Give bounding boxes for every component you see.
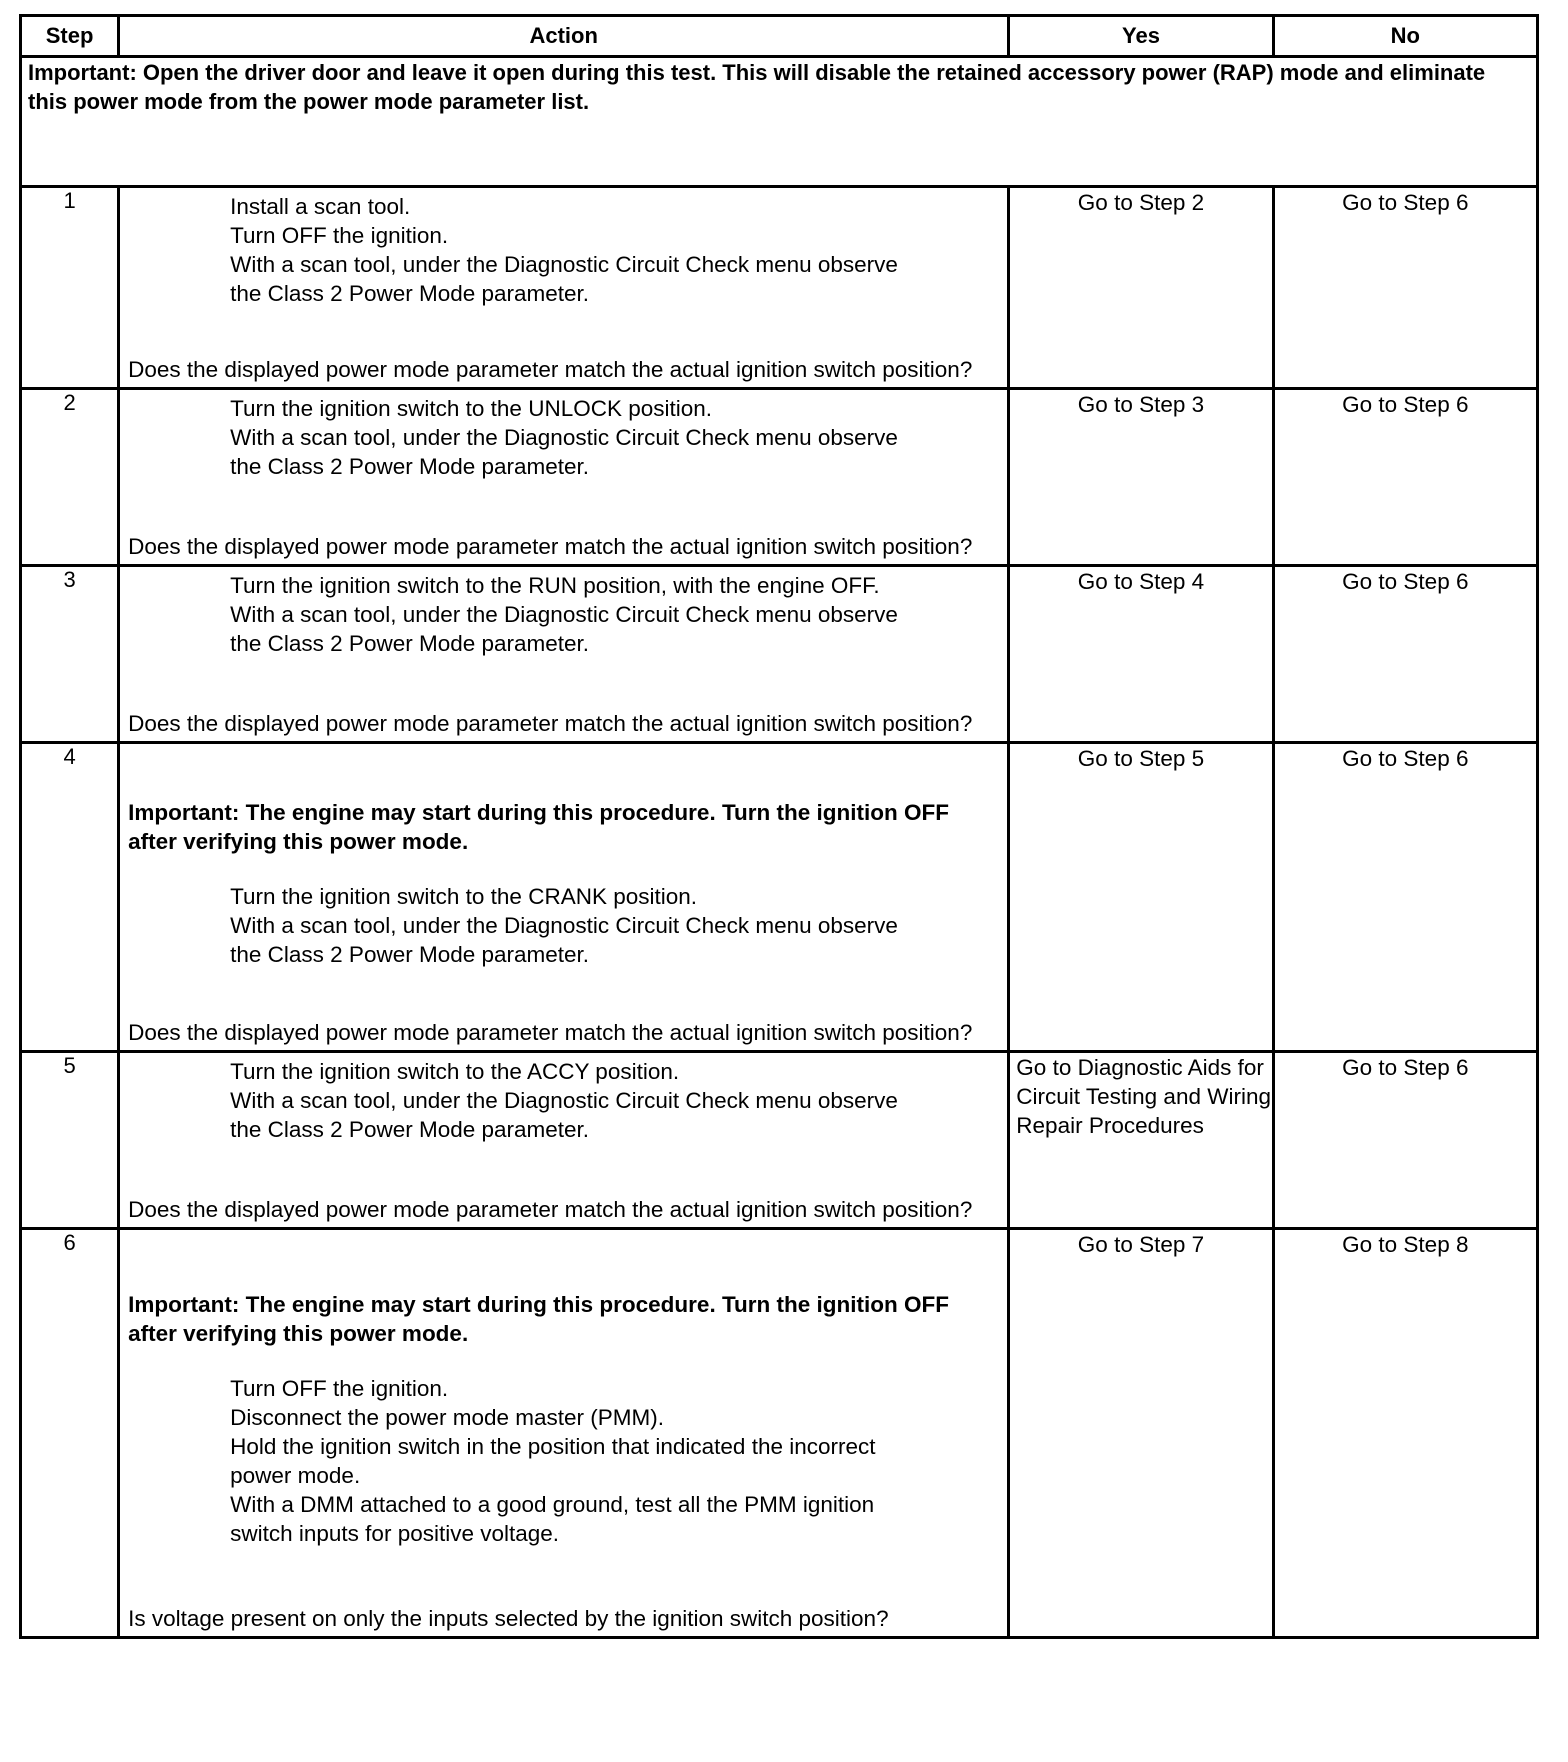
instruction-line: Install a scan tool. xyxy=(230,194,411,219)
instruction-line: power mode. xyxy=(230,1463,361,1488)
no-cell xyxy=(1273,1052,1537,1229)
instructions xyxy=(128,394,1001,481)
yes-action: Go to Step 3 xyxy=(1077,392,1205,417)
instruction-line: the Class 2 Power Mode parameter. xyxy=(230,1117,590,1142)
yes-action: Go to Step 2 xyxy=(1077,190,1205,215)
action-cell xyxy=(119,566,1009,743)
step-number: 2 xyxy=(21,389,119,566)
important-warning: Important: The engine may start during this procedure. Turn the ignition OFF after verifying this power mode. xyxy=(128,800,949,854)
step-number: 3 xyxy=(21,566,119,743)
instructions xyxy=(128,571,1001,658)
yes-action: Go to Diagnostic Aids for Circuit Testing and Wiring Repair Procedures xyxy=(1016,1055,1271,1138)
question: Does the displayed power mode parameter match the actual ignition switch position? xyxy=(128,357,973,382)
no-cell xyxy=(1273,743,1537,1052)
diagnostic-table xyxy=(19,14,1539,1639)
action-cell xyxy=(119,389,1009,566)
header-yes: Yes xyxy=(1009,16,1273,57)
instructions xyxy=(128,1374,1001,1548)
instruction-line: the Class 2 Power Mode parameter. xyxy=(230,942,590,967)
instructions xyxy=(128,192,1001,308)
instruction-line: With a scan tool, under the Diagnostic Circuit Check menu observe xyxy=(230,1088,898,1113)
instruction-line: switch inputs for positive voltage. xyxy=(230,1521,560,1546)
no-action: Go to Step 8 xyxy=(1342,1232,1469,1257)
action-cell xyxy=(119,1052,1009,1229)
question: Does the displayed power mode parameter match the actual ignition switch position? xyxy=(128,711,973,736)
yes-cell xyxy=(1009,1229,1273,1638)
no-action: Go to Step 6 xyxy=(1342,190,1469,215)
step-number: 5 xyxy=(21,1052,119,1229)
yes-cell xyxy=(1009,389,1273,566)
instructions xyxy=(128,1057,1001,1144)
action-cell xyxy=(119,187,1009,389)
action-cell xyxy=(119,743,1009,1052)
no-action: Go to Step 6 xyxy=(1342,569,1469,594)
no-action: Go to Step 6 xyxy=(1342,1055,1469,1080)
instruction-line: Turn OFF the ignition. xyxy=(230,1376,449,1401)
instruction-line: the Class 2 Power Mode parameter. xyxy=(230,281,590,306)
no-cell xyxy=(1273,187,1537,389)
no-cell xyxy=(1273,566,1537,743)
question: Does the displayed power mode parameter match the actual ignition switch position? xyxy=(128,534,973,559)
instructions xyxy=(128,882,1001,969)
yes-action: Go to Step 4 xyxy=(1077,569,1205,594)
step-row-1 xyxy=(21,187,1538,389)
instruction-line: Turn OFF the ignition. xyxy=(230,223,449,248)
yes-action: Go to Step 7 xyxy=(1077,1232,1205,1257)
step-row-4 xyxy=(21,743,1538,1052)
header-no: No xyxy=(1273,16,1537,57)
instruction-line: Turn the ignition switch to the CRANK position. xyxy=(230,884,698,909)
instruction-line: With a scan tool, under the Diagnostic Circuit Check menu observe xyxy=(230,252,898,277)
instruction-line: the Class 2 Power Mode parameter. xyxy=(230,631,590,656)
step-number: 1 xyxy=(21,187,119,389)
instruction-line: the Class 2 Power Mode parameter. xyxy=(230,454,590,479)
step-row-5 xyxy=(21,1052,1538,1229)
instruction-line: Disconnect the power mode master (PMM). xyxy=(230,1405,665,1430)
instruction-line: Turn the ignition switch to the UNLOCK position. xyxy=(230,396,713,421)
instruction-line: With a DMM attached to a good ground, test all the PMM ignition xyxy=(230,1492,875,1517)
yes-cell xyxy=(1009,1052,1273,1229)
instruction-line: Turn the ignition switch to the ACCY position. xyxy=(230,1059,680,1084)
no-action: Go to Step 6 xyxy=(1342,746,1469,771)
instruction-line: With a scan tool, under the Diagnostic Circuit Check menu observe xyxy=(230,602,898,627)
step-row-3 xyxy=(21,566,1538,743)
step-row-6 xyxy=(21,1229,1538,1638)
question: Does the displayed power mode parameter match the actual ignition switch position? xyxy=(128,1197,973,1222)
instruction-line: With a scan tool, under the Diagnostic Circuit Check menu observe xyxy=(230,425,898,450)
question: Is voltage present on only the inputs selected by the ignition switch position? xyxy=(128,1606,889,1631)
yes-cell xyxy=(1009,187,1273,389)
yes-cell xyxy=(1009,566,1273,743)
no-cell xyxy=(1273,389,1537,566)
question: Does the displayed power mode parameter match the actual ignition switch position? xyxy=(128,1020,973,1045)
yes-action: Go to Step 5 xyxy=(1077,746,1205,771)
instruction-line: Turn the ignition switch to the RUN position, with the engine OFF. xyxy=(230,573,880,598)
yes-cell xyxy=(1009,743,1273,1052)
header-row xyxy=(21,16,1538,57)
action-cell xyxy=(119,1229,1009,1638)
step-number: 6 xyxy=(21,1229,119,1638)
no-action: Go to Step 6 xyxy=(1342,392,1469,417)
important-note-row xyxy=(21,57,1538,187)
instruction-line: With a scan tool, under the Diagnostic Circuit Check menu observe xyxy=(230,913,898,938)
step-row-2 xyxy=(21,389,1538,566)
no-cell xyxy=(1273,1229,1537,1638)
instruction-line: Hold the ignition switch in the position that indicated the incorrect xyxy=(230,1434,876,1459)
important-warning: Important: The engine may start during this procedure. Turn the ignition OFF after verifying this power mode. xyxy=(128,1292,949,1346)
header-action: Action xyxy=(119,16,1009,57)
step-number: 4 xyxy=(21,743,119,1052)
header-step: Step xyxy=(21,16,119,57)
important-note: Important: Open the driver door and leave it open during this test. This will disable the retained accessory power (RAP) mode and eliminate this power mode from the power mode parameter list. xyxy=(28,60,1486,114)
